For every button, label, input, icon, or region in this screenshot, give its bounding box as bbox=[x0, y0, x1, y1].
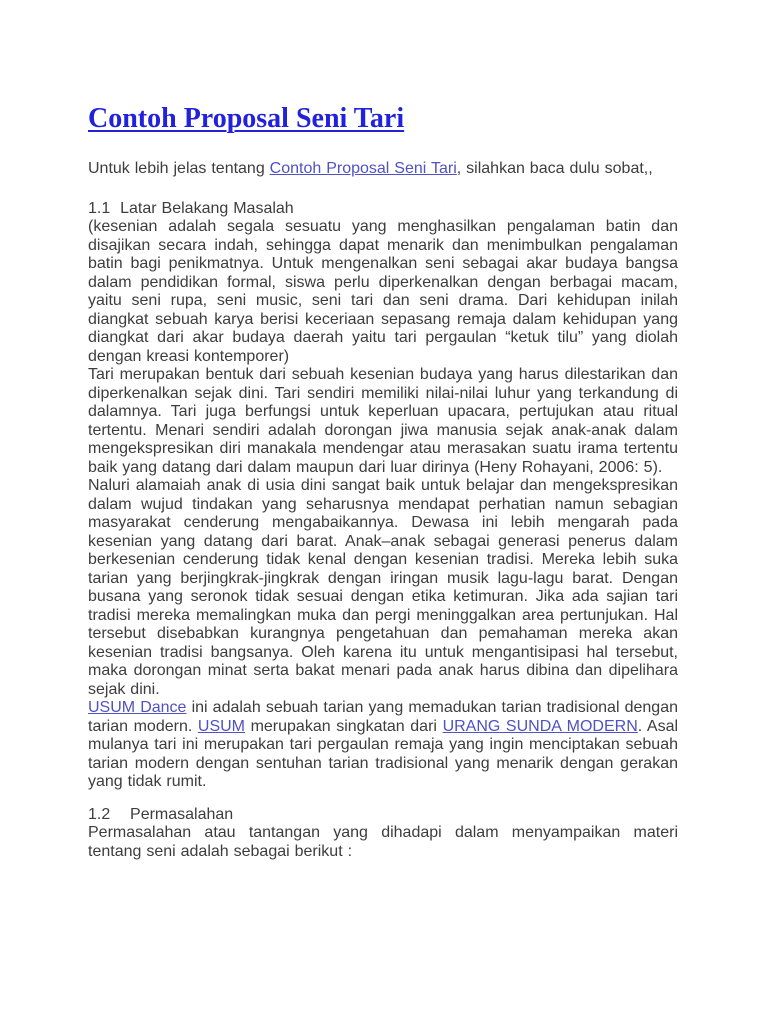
usum-dance-link[interactable]: USUM Dance bbox=[88, 699, 187, 716]
intro-text-before: Untuk lebih jelas tentang bbox=[88, 160, 270, 177]
paragraph-naluri: Naluri alamaiah anak di usia dini sangat baik untuk belajar dan mengekspresikan dalam wujud tindakan yang seharusnya mendapat perhatian namun sebagian masyarakat cenderung mengabaikannya. Dewasa ini lebih mengarah pada kesenian yang datang dari barat. Anak–anak sebagai generasi penerus dalam berkesenian cenderung tidak kenal dengan kesenian tradisi. Mereka lebih suka tarian yang berjingkrak-jingkrak dengan iringan musik lagu-lagu barat. Dengan busana yang seronok tidak sesuai dengan etika ketimuran. Jika ada sajian tari tradisi mereka memalingkan muka dan pergi meninggalkan area pertunjukan. Hal tersebut disebabkan kurangnya pengetahuan dan pemahaman mereka akan kesenian tradisi bangsanya. Oleh karena itu untuk mengantisipasi hal tersebut, maka dorongan minat serta bakat menari pada anak harus dibina dan dipelihara sejak dini. bbox=[88, 477, 678, 698]
contoh-proposal-seni-tari-link[interactable]: Contoh Proposal Seni Tari bbox=[269, 160, 457, 177]
usum-link[interactable]: USUM bbox=[197, 717, 245, 735]
paragraph-permasalahan: Permasalahan atau tantangan yang dihadapi dalam menyampaikan materi tentang seni adalah sebagai berikut : bbox=[88, 824, 678, 860]
urang-sunda-modern-link[interactable]: URANG SUNDA MODERN bbox=[442, 717, 638, 735]
page-title bbox=[88, 102, 678, 136]
usum-text-3: . Asal mulanya tari ini merupakan tari pergaulan remaja yang ingin menciptakan sebuah tarian modern dengan sentuhan tarian tradisional yang menarik dengan gerakan yang tidak rumit. bbox=[88, 717, 679, 790]
paragraph-tari-merupakan: Tari merupakan bentuk dari sebuah kesenian budaya yang harus dilestarikan dan diperkenalkan sejak dini. Tari sendiri memiliki nilai-nilai luhur yang terkandung di dalamnya. Tari juga berfungsi untuk keperluan upacara, pertujukan atau ritual tertentu. Menari sendiri adalah dorongan jiwa manusia sejak anak-anak dalam mengekspresikan diri manakala mendengar atau merasakan suatu irama tertentu baik yang datang dari dalam maupun dari luar dirinya (Heny Rohayani, 2006: 5). bbox=[88, 366, 678, 476]
paragraph-usum bbox=[88, 699, 678, 792]
paragraph-kesenian: (kesenian adalah segala sesuatu yang menghasilkan pengalaman batin dan disajikan secara indah, sehingga dapat menarik dan menimbulkan pengalaman batin bagi penikmatnya. Untuk mengenalkan seni sebagai akar budaya bangsa dalam pendidikan formal, siswa perlu diperkenalkan dengan berbagai macam, yaitu seni rupa, seni music, seni tari dan seni drama. Dari kehidupan inilah diangkat sebuah karya berisi keceriaan sepasang remaja dalam kehidupan yang diangkat dari akar budaya daerah yaitu tari pergaulan “ketuk tilu” yang diolah dengan kreasi kontemporer) bbox=[88, 218, 678, 365]
section-1-2-heading: 1.2 Permasalahan bbox=[88, 805, 234, 823]
intro-paragraph bbox=[88, 160, 678, 179]
page-title-link[interactable]: Contoh Proposal Seni Tari bbox=[88, 103, 405, 134]
usum-text-2: merupakan singkatan dari bbox=[245, 717, 443, 735]
usum-text-1: ini adalah sebuah tarian yang memadukan tarian tradisional dengan tarian modern. bbox=[88, 699, 678, 735]
intro-text-after: , silahkan baca dulu sobat,, bbox=[456, 160, 653, 177]
section-1-1-heading: 1.1 Latar Belakang Masalah bbox=[88, 199, 294, 217]
